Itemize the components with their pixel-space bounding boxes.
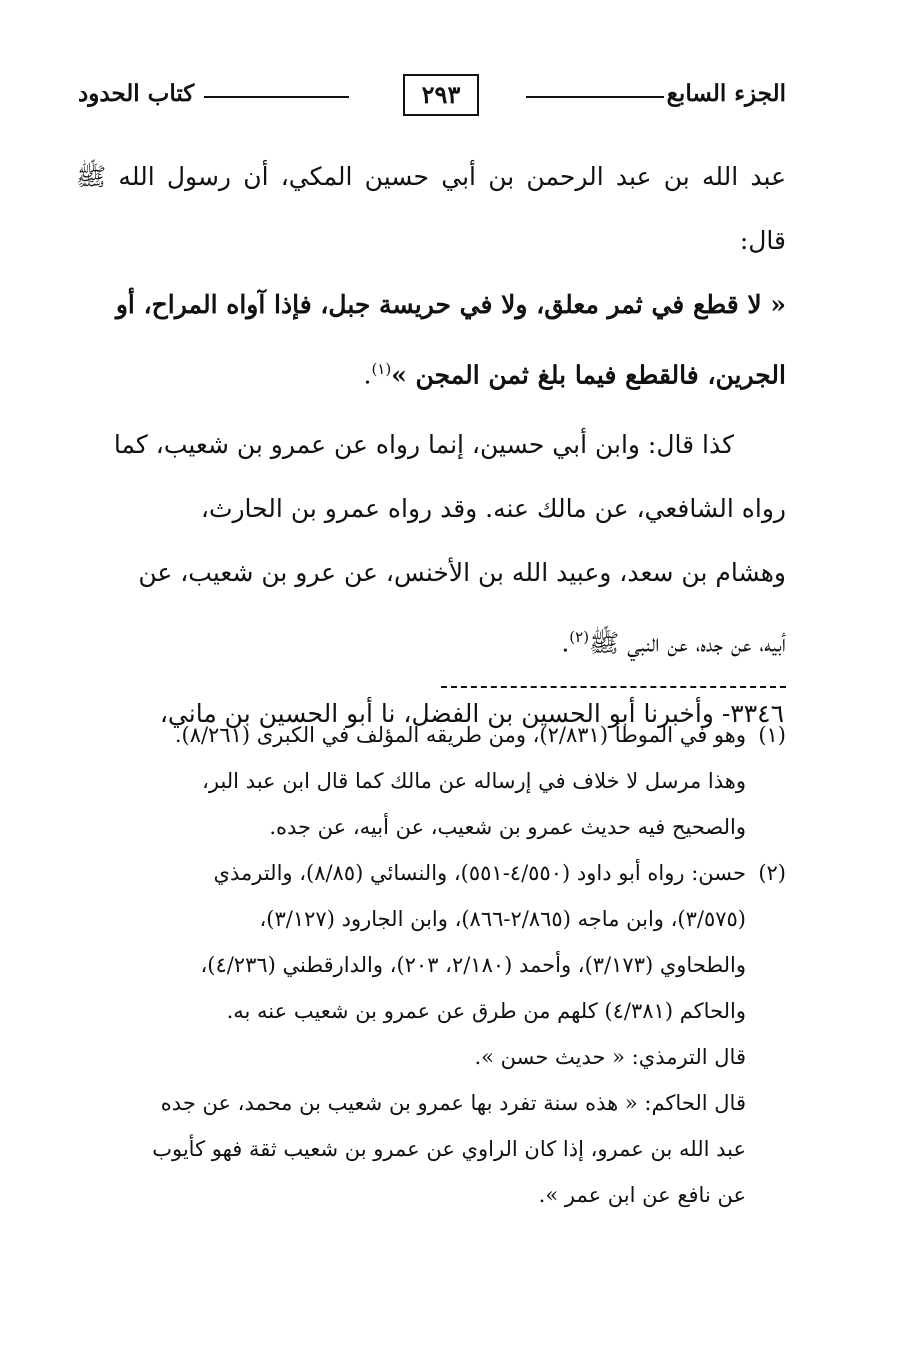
text: أبيه، عن جده، عن النبي ﷺ xyxy=(589,628,786,658)
footnote-number: (١) xyxy=(758,723,786,747)
footnote-line: عن نافع عن ابن عمر ». xyxy=(538,1183,746,1207)
main-text xyxy=(76,145,786,746)
footnote-line: قال الحاكم: « هذه سنة تفرد بها عمرو بن شعيب بن محمد، عن جده xyxy=(160,1091,746,1115)
text-line-last xyxy=(76,605,786,675)
punctuation: . xyxy=(363,360,372,390)
footnote-line: (٣/٥٧٥)، وابن ماجه (٢/٨٦٥-٨٦٦)، وابن الجارود (٣/١٢٧)، xyxy=(259,907,746,931)
header-rule-left xyxy=(204,96,349,98)
text-line: كذا قال: وابن أبي حسين، إنما رواه عن عمرو بن شعيب، كما xyxy=(113,430,734,460)
footnote-separator xyxy=(441,686,786,688)
footnote-line: عبد الله بن عمرو، إذا كان الراوي عن عمرو بن شعيب ثقة فهو كأيوب xyxy=(152,1137,746,1161)
footnote-line: والصحيح فيه حديث عمرو بن شعيب، عن أبيه، عن جده. xyxy=(269,815,746,839)
footnote-ref-2: (٢) xyxy=(569,628,590,647)
header-rule-right xyxy=(526,96,664,98)
footnote-1 xyxy=(76,712,786,850)
footnote-number: (٢) xyxy=(758,861,786,885)
text-line: ٣٣٤٦- وأخبرنا أبو الحسين بن الفضل، نا أبو الحسين بن ماني، xyxy=(159,698,784,728)
page-header xyxy=(78,74,786,124)
footnote-line: قال الترمذي: « حديث حسن ». xyxy=(474,1045,746,1069)
footnote-ref-1: (١) xyxy=(371,360,392,378)
book-title: كتاب الحدود xyxy=(78,80,195,107)
footnote-line: حسن: رواه أبو داود (٤/٥٥٠-٥٥١)، والنسائي (٨/٨٥)، والترمذي xyxy=(213,861,746,885)
footnote-line: وهو في الموطأ (٢/٨٣١)، ومن طريقه المؤلف في الكبرى (٨/٢٦١). xyxy=(174,723,746,747)
footnote-line: والحاكم (٤/٣٨١) كلهم من طرق عن عمرو بن شعيب عنه به. xyxy=(226,999,746,1023)
part-title: الجزء السابع xyxy=(666,80,786,107)
footnote-line: والطحاوي (٣/١٧٣)، وأحمد (٢/١٨٠، ٢٠٣)، والدارقطني (٤/٢٣٦)، xyxy=(200,953,746,977)
page-number: ٢٩٣ xyxy=(403,74,479,116)
hadith-text: الجرين، فالقطع فيما بلغ ثمن المجن » xyxy=(391,360,786,390)
punctuation: . xyxy=(561,628,570,658)
text-line: وهشام بن سعد، وعبيد الله بن الأخنس، عن عرو بن شعيب، عن xyxy=(138,558,786,588)
footnote-line: وهذا مرسل لا خلاف في إرساله عن مالك كما قال ابن عبد البر، xyxy=(202,769,746,793)
hadith-text-line: « لا قطع في ثمر معلق، ولا في حريسة جبل، فإذا آواه المراح، أو xyxy=(115,290,786,319)
footnote-2 xyxy=(76,850,786,1218)
text-line: رواه الشافعي، عن مالك عنه. وقد رواه عمرو بن الحارث، xyxy=(200,494,786,524)
hadith-text-line-last xyxy=(76,337,786,407)
text-line: عبد الله بن عبد الرحمن بن أبي حسين المكي، أن رسول الله ﷺ قال: xyxy=(76,162,786,255)
footnotes xyxy=(76,712,786,1218)
